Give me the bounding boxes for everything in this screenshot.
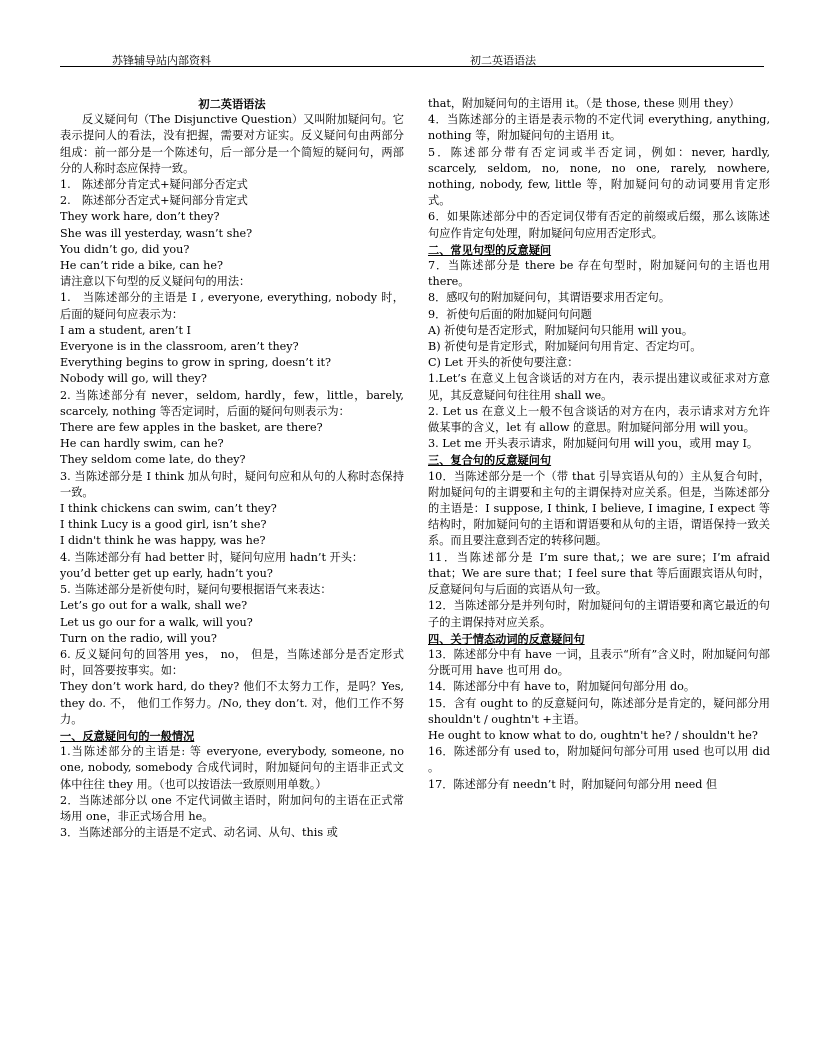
section-heading-4: 四、关于情态动词的反意疑问句 — [428, 631, 585, 646]
intro-paragraph: 反义疑问句（The Disjunctive Question）又叫附加疑问句。它表示提问人的看法，没有把握，需要对方证实。反义疑问句由两部分组成：前一部分是一个陈述句，后一部分是一个简短的疑问句，两部分的人称时态应保持一致。 — [60, 113, 404, 175]
example-line: Nobody will go, will they? — [60, 372, 207, 386]
rule-line: 2．当陈述部分以 one 不定代词做主语时，附加问句的主语在正式常场用 one，非正式场合用 he。 — [60, 793, 404, 823]
note-line: 请注意以下句型的反义疑问句的用法： — [60, 275, 251, 289]
rule-line: 15．含有 ought to 的反意疑问句，陈述部分是肯定的，疑问部分用 shouldn't / oughtn't +主语。 — [428, 696, 770, 726]
example-line: You didn’t go, did you? — [60, 242, 190, 256]
example-line: He can hardly swim, can he? — [60, 437, 224, 451]
example-line: I think chickens can swim, can’t they? — [60, 502, 277, 516]
example-line: They don’t work hard, do they? 他们不太努力工作，是吗？Yes, they do. 不， 他们工作努力。/No, they don’t. 对，他们工作不努力。 — [60, 680, 404, 726]
left-column — [60, 96, 404, 841]
rule-line: 4．当陈述部分的主语是表示物的不定代词 everything, anything, nothing 等，附加疑问句的主语用 it。 — [428, 113, 770, 143]
rule-line: that，附加疑问句的主语用 it。（是 those, these 则用 they） — [428, 97, 740, 110]
example-line: I am a student, aren’t I — [60, 323, 191, 337]
rule-line: 13．陈述部分中有 have 一词，且表示“所有”含义时，附加疑问句部分既可用 have 也可用 do。 — [428, 647, 770, 678]
section-heading-2: 二、常见句型的反意疑问 — [428, 242, 552, 257]
rule-line: 12．当陈述部分是并列句时，附加疑问句的主谓语要和离它最近的句子的主谓保持对应关系。 — [428, 599, 770, 629]
page-header — [60, 52, 764, 67]
rule-line: 5. 当陈述部分是祈使句时，疑问句要根据语气来表达： — [60, 583, 332, 597]
example-line: Let’s go out for a walk, shall we? — [60, 599, 248, 613]
rule-line: 3. Let me 开头表示请求，附加疑问句用 will you，或用 may I。 — [428, 437, 759, 451]
section-heading-3: 三、复合句的反意疑问句 — [428, 453, 552, 468]
rule-line: 14．陈述部分中有 have to，附加疑问句部分用 do。 — [428, 680, 696, 694]
rule-line: 11．当陈述部分是 I’m sure that,；we are sure；I’m afraid that；We are sure that；I feel sure that 等后面跟宾语从句时，反意疑问句与后面的宾语从句一致。 — [428, 550, 770, 597]
example-line: She was ill yesterday, wasn’t she? — [60, 226, 253, 240]
page-title: 初二英语语法 — [198, 97, 266, 111]
example-line: There are few apples in the basket, are there? — [60, 421, 323, 435]
header-right-text: 初二英语语法 — [470, 54, 536, 67]
rule-line: 2. 陈述部分否定式+疑问部分肯定式 — [60, 194, 248, 208]
rule-line: 5．陈述部分带有否定词或半否定词，例如：never, hardly, scarcely, seldom, no, none, no one, rarely, nowhere, nothing, nobody, few, little 等，附加疑问句的动词要用肯定形式。 — [428, 145, 770, 208]
rule-line: 3. 当陈述部分是 I think 加从句时，疑问句应和从句的人称时态保持一致。 — [60, 469, 404, 499]
header-left-text: 苏锋辅导站内部资料 — [112, 54, 211, 67]
example-line: Let us go our for a walk, will you? — [60, 615, 253, 629]
rule-line: 16．陈述部分有 used to，附加疑问句部分可用 used 也可以用 did 。 — [428, 745, 770, 775]
rule-line: 17．陈述部分有 needn’t 时，附加疑问句部分用 need 但 — [428, 777, 718, 791]
rule-line: 1.Let’s 在意义上包含谈话的对方在内，表示提出建议或征求对方意见，其反意疑问句往往用 shall we。 — [428, 372, 770, 402]
rule-line: 3．当陈述部分的主语是不定式、动名词、从句、this 或 — [60, 826, 338, 840]
example-line: He ought to know what to do, oughtn't he? / shouldn't he? — [428, 728, 758, 742]
rule-line: 6. 反义疑问句的回答用 yes， no， 但是，当陈述部分是否定形式时，回答要按事实。如： — [60, 647, 404, 678]
rule-line: 7．当陈述部分是 there be 存在句型时，附加疑问句的主语也用 there。 — [428, 259, 770, 289]
rule-line: 4. 当陈述部分有 had better 时，疑问句应用 hadn’t 开头： — [60, 550, 364, 564]
example-line: I think Lucy is a good girl, isn’t she? — [60, 518, 267, 532]
section-heading-1: 一、反意疑问句的一般情况 — [60, 728, 195, 743]
example-line: He can’t ride a bike, can he? — [60, 259, 223, 273]
right-column — [428, 96, 770, 793]
rule-line: 2. Let us 在意义上一般不包含谈话的对方在内，表示请求对方允许做某事的含义，let 有 allow 的意思。附加疑问部分用 will you。 — [428, 404, 770, 435]
rule-line: 10．当陈述部分是一个（带 that 引导宾语从句的）主从复合句时，附加疑问句的主谓要和主句的主谓保持对应关系。但是，当陈述部分的主语是：I suppose, I think, I believe, I imagine, I expect 等结构时，附加疑问句的主语和谓语要和从句的主语，谓语保持一致关系。而且要注意到否定的转移问题。 — [428, 469, 770, 548]
rule-line: 1. 当陈述部分的主语是 I , everyone, everything, nobody 时，后面的疑问句应表示为： — [60, 291, 404, 321]
rule-line: 1. 陈述部分肯定式+疑问部分否定式 — [60, 178, 248, 192]
example-line: Everything begins to grow in spring, doesn’t it? — [60, 356, 331, 370]
rule-line: 8．感叹句的附加疑问句，其谓语要求用否定句。 — [428, 291, 671, 305]
rule-line: C) Let 开头的祈使句要注意： — [428, 356, 579, 370]
example-line: Everyone is in the classroom, aren’t they? — [60, 340, 299, 354]
rule-line: A) 祈使句是否定形式，附加疑问句只能用 will you。 — [428, 323, 694, 337]
example-line: They work hare, don’t they? — [60, 210, 220, 224]
example-line: I didn't think he was happy, was he? — [60, 534, 266, 548]
rule-line: 6．如果陈述部分中的否定词仅带有否定的前缀或后缀，那么该陈述句应作肯定句处理，附加疑问句应用否定形式。 — [428, 210, 770, 240]
rule-line: 9．祈使句后面的附加疑问句问题 — [428, 307, 592, 321]
rule-line: 1.当陈述部分的主语是: 等 everyone, everybody, someone, no one, nobody, somebody 合成代词时，附加疑问句的主语非正式文体中往往 they 用。（也可以按语法一致原则用单数。） — [60, 745, 404, 791]
rule-line: B) 祈使句是肯定形式，附加疑问句用肯定、否定均可。 — [428, 340, 702, 354]
rule-line: 2. 当陈述部分有 never，seldom, hardly，few，little，barely, scarcely, nothing 等否定词时，后面的疑问句则表示为： — [60, 388, 404, 418]
example-line: They seldom come late, do they? — [60, 453, 246, 467]
example-line: you’d better get up early, hadn’t you? — [60, 566, 273, 580]
example-line: Turn on the radio, will you? — [60, 631, 217, 645]
